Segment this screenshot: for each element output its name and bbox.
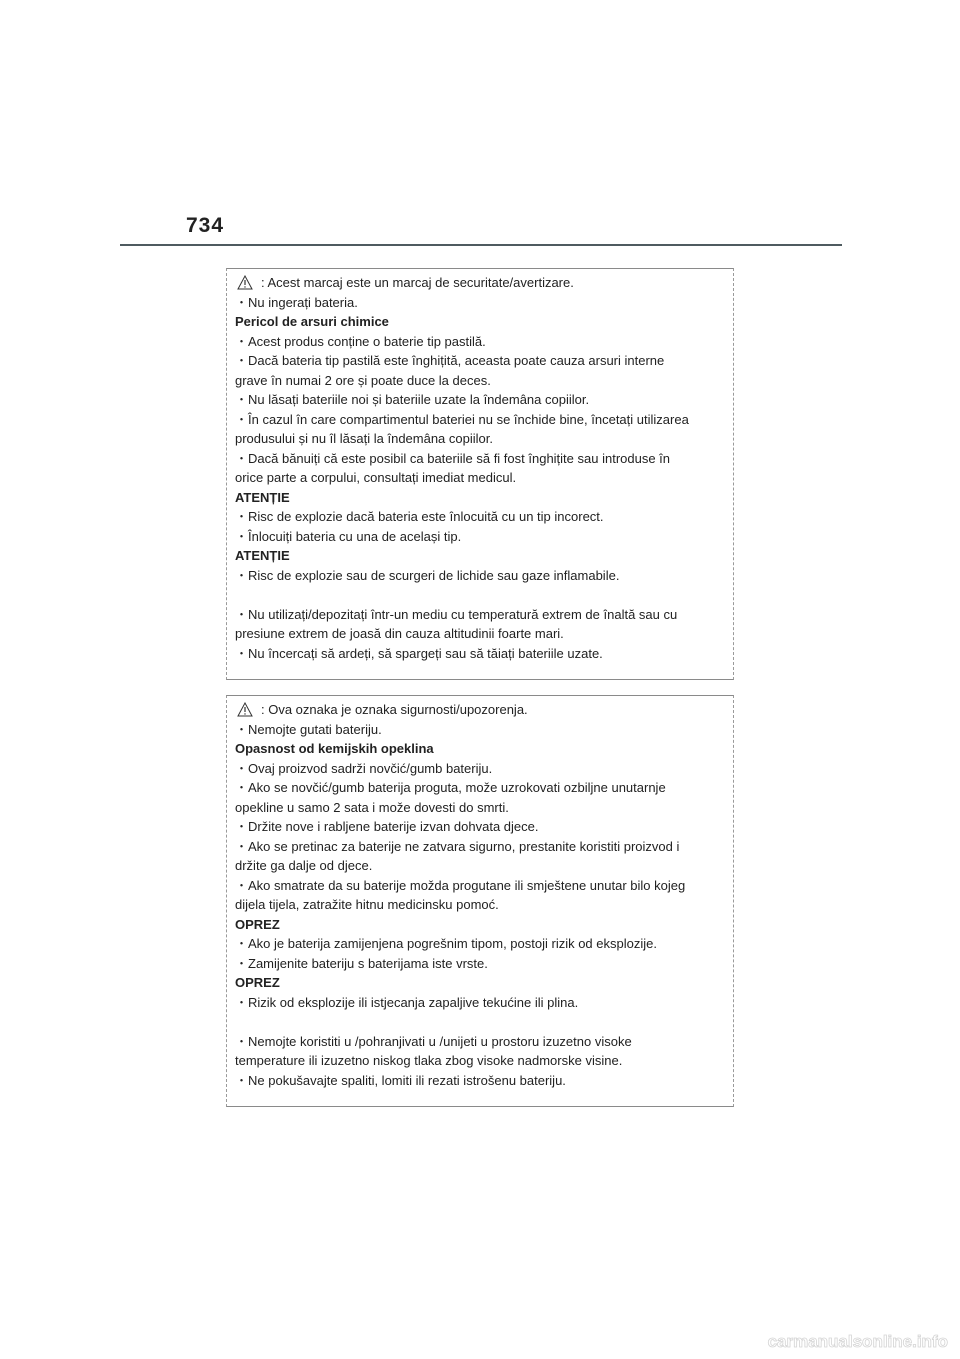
notice-line: ・Risc de explozie sau de scurgeri de lichide sau gaze inflamabile. bbox=[235, 567, 620, 583]
notice-line: ・Nu ingerați bateria. bbox=[235, 294, 358, 310]
notice-line: ・Nemojte gutati bateriju. bbox=[235, 721, 382, 737]
notice-line: dijela tijela, zatražite hitnu medicinsku pomoć. bbox=[235, 897, 499, 912]
notice-line: ・Ako smatrate da su baterije možda progutane ili smještene unutar bilo kojeg bbox=[235, 877, 686, 893]
warning-triangle-icon bbox=[237, 275, 253, 290]
notice-line: ・Nu încercați să ardeți, să spargeți sau să tăiați bateriile uzate. bbox=[235, 645, 603, 661]
notice-box-croatian bbox=[226, 695, 734, 1107]
spacer bbox=[235, 585, 723, 605]
notice-line: ・Nu lăsați bateriile noi și bateriile uzate la îndemâna copiilor. bbox=[235, 392, 590, 407]
notice-line: opekline u samo 2 sata i može dovesti do smrti. bbox=[235, 799, 509, 815]
notice-line: ・Ne pokušavajte spaliti, lomiti ili rezati istrošenu bateriju. bbox=[235, 1072, 566, 1088]
section-heading: ATENȚIE bbox=[235, 489, 290, 505]
page-number: 734 bbox=[186, 214, 225, 237]
notice-line: ・Ako se novčić/gumb baterija proguta, može uzrokovati ozbiljne unutarnje bbox=[235, 780, 666, 795]
notice-line: presiune extrem de joasă din cauza altitudinii foarte mari. bbox=[235, 626, 564, 641]
notice-line: ・Ako se pretinac za baterije ne zatvara sigurno, prestanite koristiti proizvod i bbox=[235, 838, 680, 854]
warning-triangle-icon bbox=[237, 702, 253, 717]
notice-line: ・Dacă bateria tip pastilă este înghițită, aceasta poate cauza arsuri interne bbox=[235, 353, 665, 368]
spacer bbox=[235, 1012, 723, 1032]
header-rule bbox=[120, 244, 842, 246]
notice-line: ・Nemojte koristiti u /pohranjivati u /unijeti u prostoru izuzetno visoke bbox=[235, 1033, 632, 1049]
notice-header-text: : Acest marcaj este un marcaj de securitate/avertizare. bbox=[261, 275, 574, 290]
notice-line: ・Înlocuiți bateria cu una de același tip. bbox=[235, 528, 462, 544]
notice-line: ・Ovaj proizvod sadrži novčić/gumb bateriju. bbox=[235, 760, 493, 776]
notice-line: temperature ili izuzetno niskog tlaka zbog visoke nadmorske visine. bbox=[235, 1053, 623, 1068]
watermark-logo bbox=[712, 1328, 952, 1354]
notice-line: ・Acest produs conține o baterie tip pastilă. bbox=[235, 333, 486, 349]
notice-line: ・Rizik od eksplozije ili istjecanja zapaljive tekućine ili plina. bbox=[235, 994, 579, 1010]
notice-header bbox=[235, 700, 723, 720]
section-heading: ATENȚIE bbox=[235, 548, 290, 563]
section-heading: OPREZ bbox=[235, 916, 280, 932]
notice-line: ・Ako je baterija zamijenjena pogrešnim tipom, postoji rizik od eksplozije. bbox=[235, 936, 657, 951]
notice-header-text: : Ova oznaka je oznaka sigurnosti/upozorenja. bbox=[261, 702, 528, 717]
notice-line: držite ga dalje od djece. bbox=[235, 858, 373, 873]
notice-header bbox=[235, 273, 723, 293]
notice-line: ・Zamijenite bateriju s baterijama iste vrste. bbox=[235, 955, 488, 971]
svg-text:carmanualsonline.info: carmanualsonline.info bbox=[767, 1332, 948, 1351]
notice-lines bbox=[235, 293, 723, 664]
notice-line: ・Nu utilizați/depozitați într-un mediu cu temperatură extrem de înaltă sau cu bbox=[235, 606, 678, 622]
notice-line: ・În cazul în care compartimentul bateriei nu se închide bine, încetați utilizarea bbox=[235, 411, 689, 427]
notice-line: orice parte a corpului, consultați imediat medicul. bbox=[235, 470, 517, 485]
notice-line: produsului și nu îl lăsați la îndemâna copiilor. bbox=[235, 431, 493, 446]
notice-line: ・Dacă bănuiți că este posibil ca bateriile să fi fost înghițite sau introduse în bbox=[235, 450, 671, 466]
notice-lines bbox=[235, 720, 723, 1091]
notice-line: ・Risc de explozie dacă bateria este înlocuită cu un tip incorect. bbox=[235, 509, 604, 524]
section-heading: OPREZ bbox=[235, 975, 280, 990]
notice-box-romanian bbox=[226, 268, 734, 680]
section-heading: Opasnost od kemijskih opeklina bbox=[235, 741, 434, 756]
section-heading: Pericol de arsuri chimice bbox=[235, 314, 389, 329]
notice-line: ・Držite nove i rabljene baterije izvan dohvata djece. bbox=[235, 819, 539, 834]
notice-line: grave în numai 2 ore și poate duce la deces. bbox=[235, 372, 491, 388]
